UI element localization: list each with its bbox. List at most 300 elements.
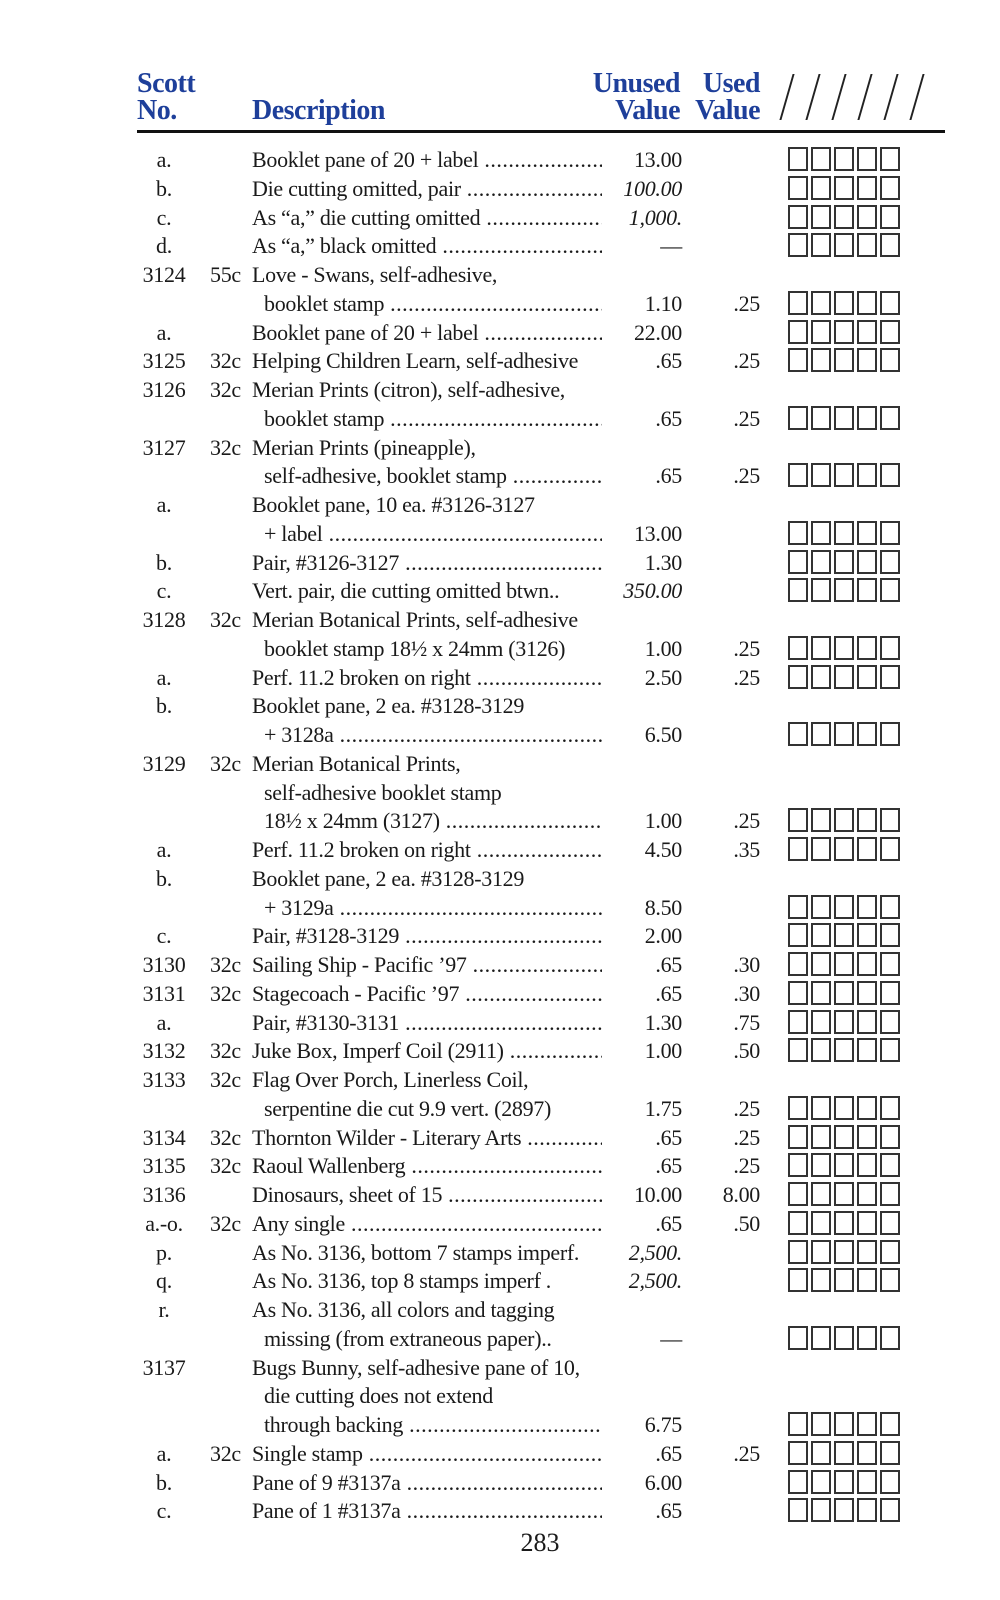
description-text: As No. 3136, top 8 stamps imperf . (252, 1268, 552, 1294)
checklist-box[interactable] (811, 895, 831, 919)
checklist-box[interactable] (834, 348, 854, 372)
description-text: Pair, #3130-3131 ..... (252, 1009, 602, 1038)
catalog-row (0, 549, 1000, 578)
checklist-box[interactable] (788, 837, 808, 861)
checklist-box[interactable] (811, 636, 831, 660)
checklist-box[interactable] (834, 837, 854, 861)
checklist-box[interactable] (857, 1470, 877, 1494)
checklist-box[interactable] (834, 147, 854, 171)
catalog-row (0, 261, 1000, 290)
checklist-box[interactable] (788, 291, 808, 315)
checklist-box[interactable] (834, 205, 854, 229)
checklist-box[interactable] (857, 808, 877, 832)
checklist-box[interactable] (811, 952, 831, 976)
checklist-boxes (788, 1182, 903, 1206)
checklist-box[interactable] (880, 923, 900, 947)
checklist-box[interactable] (811, 176, 831, 200)
checklist-box[interactable] (788, 1470, 808, 1494)
checklist-box[interactable] (857, 1412, 877, 1436)
checklist-box[interactable] (834, 1096, 854, 1120)
checklist-box[interactable] (834, 636, 854, 660)
scott-number: a. (156, 837, 172, 862)
checklist-box[interactable] (880, 1010, 900, 1034)
scott-number: 3136 (142, 1182, 186, 1207)
checklist-box[interactable] (857, 952, 877, 976)
checklist-box[interactable] (811, 291, 831, 315)
checklist-box[interactable] (811, 837, 831, 861)
checklist-box[interactable] (788, 1268, 808, 1292)
checklist-box[interactable] (834, 722, 854, 746)
checklist-box[interactable] (857, 1096, 877, 1120)
checklist-box[interactable] (880, 1182, 900, 1206)
unused-value: .65 (655, 1124, 682, 1150)
catalog-row (0, 1181, 1000, 1210)
checklist-box[interactable] (880, 1326, 900, 1350)
checklist-box[interactable] (788, 952, 808, 976)
catalog-row (0, 1124, 1000, 1153)
checklist-box[interactable] (788, 1412, 808, 1436)
scott-number: 3128 (142, 607, 186, 632)
checklist-box[interactable] (857, 147, 877, 171)
checklist-box[interactable] (880, 808, 900, 832)
description-text: self-adhesive, booklet stamp ..... (264, 462, 602, 491)
checklist-box[interactable] (834, 1268, 854, 1292)
checklist-box[interactable] (811, 147, 831, 171)
checklist-box[interactable] (857, 837, 877, 861)
checklist-box[interactable] (788, 578, 808, 602)
checklist-box[interactable] (857, 1153, 877, 1177)
checklist-box[interactable] (880, 1268, 900, 1292)
checklist-boxes (788, 463, 903, 487)
checklist-box[interactable] (857, 665, 877, 689)
checklist-box[interactable] (811, 1412, 831, 1436)
unused-value: .65 (655, 405, 682, 431)
checklist-box[interactable] (788, 1153, 808, 1177)
unused-value: 2,500. (628, 1239, 682, 1265)
catalog-row (0, 175, 1000, 204)
checklist-box[interactable] (788, 550, 808, 574)
catalog-row (0, 951, 1000, 980)
checklist-box[interactable] (811, 233, 831, 257)
checklist-box[interactable] (788, 320, 808, 344)
checklist-box[interactable] (880, 981, 900, 1005)
denomination: 32c (210, 1153, 241, 1179)
checklist-box[interactable] (811, 1010, 831, 1034)
checklist-box[interactable] (811, 665, 831, 689)
checklist-box[interactable] (811, 320, 831, 344)
checklist-boxes (788, 1470, 903, 1494)
description-text: As No. 3136, all colors and tagging (252, 1297, 555, 1322)
checklist-box[interactable] (834, 406, 854, 430)
checklist-box[interactable] (880, 320, 900, 344)
checklist-box[interactable] (811, 1268, 831, 1292)
description-text: Juke Box, Imperf Coil (2911) ..... (252, 1037, 602, 1066)
checklist-box[interactable] (880, 1125, 900, 1149)
unused-value: — (660, 1325, 682, 1351)
checklist-box[interactable] (857, 1268, 877, 1292)
description-text: Raoul Wallenberg ..... (252, 1152, 602, 1181)
denomination: 32c (210, 1124, 241, 1150)
catalog-row (0, 1095, 1000, 1124)
checklist-box[interactable] (880, 1412, 900, 1436)
checklist-boxes (788, 291, 903, 315)
checklist-box[interactable] (834, 1038, 854, 1062)
slash-mark (857, 74, 872, 120)
checklist-box[interactable] (834, 463, 854, 487)
catalog-row (0, 1267, 1000, 1296)
scott-number: 3124 (142, 262, 186, 287)
catalog-row (0, 1497, 1000, 1526)
checklist-box[interactable] (788, 1125, 808, 1149)
scott-number: q. (156, 1268, 172, 1294)
checklist-box[interactable] (880, 578, 900, 602)
denomination: 55c (210, 262, 241, 287)
description-text: die cutting does not extend (264, 1383, 493, 1409)
checklist-box[interactable] (880, 722, 900, 746)
checklist-box[interactable] (880, 895, 900, 919)
description-text: Booklet pane, 2 ea. #3128-3129 (252, 693, 525, 719)
catalog-row (0, 1239, 1000, 1268)
catalog-row (0, 520, 1000, 549)
checklist-box[interactable] (857, 463, 877, 487)
checklist-box[interactable] (811, 521, 831, 545)
description-text: As “a,” die cutting omitted ..... (252, 204, 602, 233)
checklist-box[interactable] (811, 1498, 831, 1522)
checklist-box[interactable] (788, 147, 808, 171)
checklist-box[interactable] (788, 808, 808, 832)
checklist-box[interactable] (857, 923, 877, 947)
checklist-box[interactable] (788, 1010, 808, 1034)
checklist-box[interactable] (857, 1182, 877, 1206)
checklist-box[interactable] (857, 1211, 877, 1235)
checklist-box[interactable] (811, 348, 831, 372)
catalog-row (0, 347, 1000, 376)
checklist-box[interactable] (834, 233, 854, 257)
description-text: Helping Children Learn, self-adhesive (252, 348, 579, 374)
catalog-row (0, 865, 1000, 894)
used-value: .50 (733, 1038, 760, 1064)
description-text: Merian Prints (citron), self-adhesive, (252, 377, 566, 402)
checklist-box[interactable] (857, 636, 877, 660)
checklist-boxes (788, 550, 903, 574)
checklist-box[interactable] (857, 406, 877, 430)
checklist-box[interactable] (788, 1441, 808, 1465)
checklist-box[interactable] (857, 233, 877, 257)
checklist-box[interactable] (788, 895, 808, 919)
checklist-box[interactable] (834, 808, 854, 832)
checklist-box[interactable] (811, 1182, 831, 1206)
checklist-box[interactable] (834, 1182, 854, 1206)
checklist-box[interactable] (880, 1038, 900, 1062)
unused-value: 22.00 (633, 319, 682, 345)
checklist-boxes (788, 722, 903, 746)
checklist-box[interactable] (880, 1211, 900, 1235)
checklist-box[interactable] (880, 1470, 900, 1494)
catalog-row (0, 1296, 1000, 1325)
denomination: 32c (210, 434, 241, 460)
checklist-box[interactable] (857, 550, 877, 574)
catalog-row (0, 664, 1000, 693)
checklist-box[interactable] (788, 1096, 808, 1120)
catalog-row (0, 606, 1000, 635)
used-value: .25 (733, 463, 760, 489)
slash-mark (909, 74, 924, 120)
checklist-box[interactable] (834, 981, 854, 1005)
checklist-box[interactable] (811, 578, 831, 602)
checklist-box[interactable] (788, 1182, 808, 1206)
checklist-box[interactable] (788, 521, 808, 545)
checklist-box[interactable] (788, 1211, 808, 1235)
checklist-boxes (788, 1038, 903, 1062)
checklist-box[interactable] (857, 521, 877, 545)
checklist-box[interactable] (788, 1498, 808, 1522)
checklist-box[interactable] (880, 636, 900, 660)
checklist-box[interactable] (880, 1441, 900, 1465)
checklist-box[interactable] (811, 1240, 831, 1264)
checklist-box[interactable] (811, 808, 831, 832)
checklist-boxes (788, 521, 903, 545)
checklist-box[interactable] (788, 233, 808, 257)
checklist-box[interactable] (857, 1326, 877, 1350)
checklist-box[interactable] (834, 521, 854, 545)
catalog-row (0, 1037, 1000, 1066)
checklist-box[interactable] (834, 1441, 854, 1465)
description-text: Perf. 11.2 broken on right ..... (252, 836, 602, 865)
checklist-box[interactable] (834, 665, 854, 689)
scott-number: b. (156, 175, 172, 201)
checklist-box[interactable] (880, 550, 900, 574)
checklist-box[interactable] (811, 923, 831, 947)
stamp-list (0, 146, 1000, 1526)
checklist-box[interactable] (857, 578, 877, 602)
checklist-box[interactable] (834, 1125, 854, 1149)
checklist-box[interactable] (811, 722, 831, 746)
checklist-box[interactable] (857, 1240, 877, 1264)
checklist-box[interactable] (880, 521, 900, 545)
checklist-box[interactable] (880, 463, 900, 487)
description-text: Single stamp ..... (252, 1440, 602, 1469)
checklist-box[interactable] (857, 981, 877, 1005)
checklist-box[interactable] (788, 1240, 808, 1264)
description-text: Pane of 1 #3137a ..... (252, 1497, 602, 1526)
catalog-row (0, 922, 1000, 951)
scott-number: b. (156, 865, 172, 891)
checklist-boxes (788, 636, 903, 660)
catalog-row (0, 319, 1000, 348)
scott-number: 3131 (142, 980, 186, 1006)
checklist-box[interactable] (788, 981, 808, 1005)
checklist-box[interactable] (811, 406, 831, 430)
checklist-box[interactable] (811, 1441, 831, 1465)
checklist-box[interactable] (880, 1096, 900, 1120)
checklist-box[interactable] (857, 176, 877, 200)
checklist-boxes (788, 1153, 903, 1177)
scott-number: d. (156, 233, 172, 259)
catalog-row (0, 1411, 1000, 1440)
checklist-box[interactable] (788, 1326, 808, 1350)
checklist-box[interactable] (788, 923, 808, 947)
checklist-box[interactable] (880, 1498, 900, 1522)
checklist-box[interactable] (880, 291, 900, 315)
checklist-box[interactable] (880, 1240, 900, 1264)
checklist-boxes (788, 348, 903, 372)
description-text: Bugs Bunny, self-adhesive pane of 10, (252, 1354, 580, 1380)
checklist-box[interactable] (880, 147, 900, 171)
checklist-box[interactable] (788, 176, 808, 200)
description-text: through backing ..... (264, 1411, 602, 1440)
description-text: missing (from extraneous paper).. (264, 1325, 552, 1351)
unused-value: 1,000. (628, 204, 682, 230)
catalog-row (0, 779, 1000, 808)
checklist-box[interactable] (857, 205, 877, 229)
unused-value: 10.00 (633, 1182, 682, 1207)
checklist-box[interactable] (834, 1153, 854, 1177)
checklist-box[interactable] (857, 1125, 877, 1149)
checklist-box[interactable] (857, 1010, 877, 1034)
scott-no-header: Scott No. (137, 68, 196, 126)
checklist-box[interactable] (834, 176, 854, 200)
checklist-box[interactable] (857, 291, 877, 315)
checklist-box[interactable] (788, 722, 808, 746)
checklist-box[interactable] (834, 923, 854, 947)
used-value: .25 (733, 1124, 760, 1150)
checklist-box[interactable] (834, 1240, 854, 1264)
catalog-row (0, 980, 1000, 1009)
checklist-box[interactable] (857, 348, 877, 372)
checklist-box[interactable] (880, 348, 900, 372)
checklist-box[interactable] (834, 291, 854, 315)
checklist-box[interactable] (834, 1498, 854, 1522)
unused-value: 100.00 (623, 175, 682, 201)
unused-value: 1.00 (644, 1038, 682, 1064)
checklist-box[interactable] (811, 1211, 831, 1235)
scott-number: c. (156, 578, 172, 604)
unused-value: 2,500. (628, 1268, 682, 1294)
description-text: Thornton Wilder - Literary Arts ..... (252, 1124, 602, 1153)
checklist-box[interactable] (834, 1412, 854, 1436)
checklist-box[interactable] (834, 578, 854, 602)
scott-number: a. (156, 1009, 172, 1035)
checklist-box[interactable] (880, 176, 900, 200)
checklist-box[interactable] (880, 406, 900, 430)
checklist-box[interactable] (788, 348, 808, 372)
unused-value: 2.50 (644, 664, 682, 690)
checklist-box[interactable] (788, 463, 808, 487)
used-value: .30 (733, 952, 760, 977)
checklist-box[interactable] (857, 320, 877, 344)
checklist-box[interactable] (857, 1038, 877, 1062)
used-value: .50 (733, 1210, 760, 1236)
scott-number: p. (156, 1239, 172, 1265)
checklist-box[interactable] (788, 636, 808, 660)
checklist-box[interactable] (857, 1498, 877, 1522)
description-header: Description (252, 95, 385, 126)
checklist-box[interactable] (834, 952, 854, 976)
catalog-row (0, 376, 1000, 405)
checklist-boxes (788, 1498, 903, 1522)
checklist-box[interactable] (880, 837, 900, 861)
denomination: 32c (210, 1440, 241, 1466)
checklist-box[interactable] (834, 320, 854, 344)
scott-number: c. (156, 1498, 172, 1524)
checklist-box[interactable] (811, 1038, 831, 1062)
denomination: 32c (210, 750, 241, 776)
checklist-box[interactable] (811, 463, 831, 487)
checklist-box[interactable] (880, 233, 900, 257)
checklist-box[interactable] (857, 895, 877, 919)
checklist-box[interactable] (834, 1211, 854, 1235)
scott-number: a. (156, 664, 172, 690)
description-text: Booklet pane, 2 ea. #3128-3129 (252, 865, 525, 891)
checklist-box[interactable] (811, 550, 831, 574)
used-value-header: Used Value (695, 68, 760, 126)
slash-mark (883, 74, 898, 120)
checklist-box[interactable] (811, 1125, 831, 1149)
scott-number: 3137 (142, 1354, 186, 1380)
catalog-row (0, 836, 1000, 865)
scott-number: c. (156, 204, 172, 230)
checklist-box[interactable] (788, 665, 808, 689)
checklist-box[interactable] (834, 1010, 854, 1034)
used-value: .75 (733, 1009, 760, 1035)
description-text: Merian Botanical Prints, (252, 750, 461, 776)
scott-number: a. (156, 147, 172, 172)
checklist-box[interactable] (880, 1153, 900, 1177)
unused-value: .65 (655, 1153, 682, 1179)
unused-value: 6.50 (644, 722, 682, 747)
description-text: + label ..... (264, 520, 602, 549)
checklist-box[interactable] (857, 1441, 877, 1465)
description-text: Vert. pair, die cutting omitted btwn.. (252, 578, 560, 604)
checklist-box[interactable] (811, 981, 831, 1005)
description-text: Pane of 9 #3137a ..... (252, 1469, 602, 1498)
checklist-box[interactable] (788, 205, 808, 229)
description-text: Die cutting omitted, pair ..... (252, 175, 602, 204)
checklist-box[interactable] (788, 406, 808, 430)
used-value: 8.00 (722, 1182, 760, 1207)
checklist-box[interactable] (880, 952, 900, 976)
checklist-box[interactable] (834, 895, 854, 919)
scott-number: 3133 (142, 1067, 186, 1092)
scott-number: a. (156, 1440, 172, 1466)
checklist-box[interactable] (788, 1038, 808, 1062)
description-text: Perf. 11.2 broken on right ..... (252, 664, 602, 693)
checklist-box[interactable] (834, 550, 854, 574)
description-text: Merian Botanical Prints, self-adhesive (252, 607, 578, 632)
denomination: 32c (210, 377, 241, 402)
checklist-boxes (788, 176, 903, 200)
checklist-box[interactable] (811, 1326, 831, 1350)
used-value: .30 (733, 980, 760, 1006)
checklist-boxes (788, 981, 903, 1005)
scott-number: 3135 (142, 1153, 186, 1179)
description-text: Booklet pane of 20 + label ..... (252, 146, 602, 175)
checklist-box[interactable] (834, 1326, 854, 1350)
description-text: Any single ..... (252, 1210, 602, 1239)
unused-value: 1.00 (644, 808, 682, 834)
catalog-row (0, 232, 1000, 261)
checklist-box[interactable] (834, 1470, 854, 1494)
scott-number: a. (156, 319, 172, 345)
checklist-box[interactable] (811, 205, 831, 229)
checklist-box[interactable] (811, 1153, 831, 1177)
checklist-box[interactable] (857, 722, 877, 746)
catalog-row (0, 1354, 1000, 1383)
checklist-box[interactable] (811, 1096, 831, 1120)
checklist-box[interactable] (880, 665, 900, 689)
checklist-box[interactable] (880, 205, 900, 229)
checklist-box[interactable] (811, 1470, 831, 1494)
